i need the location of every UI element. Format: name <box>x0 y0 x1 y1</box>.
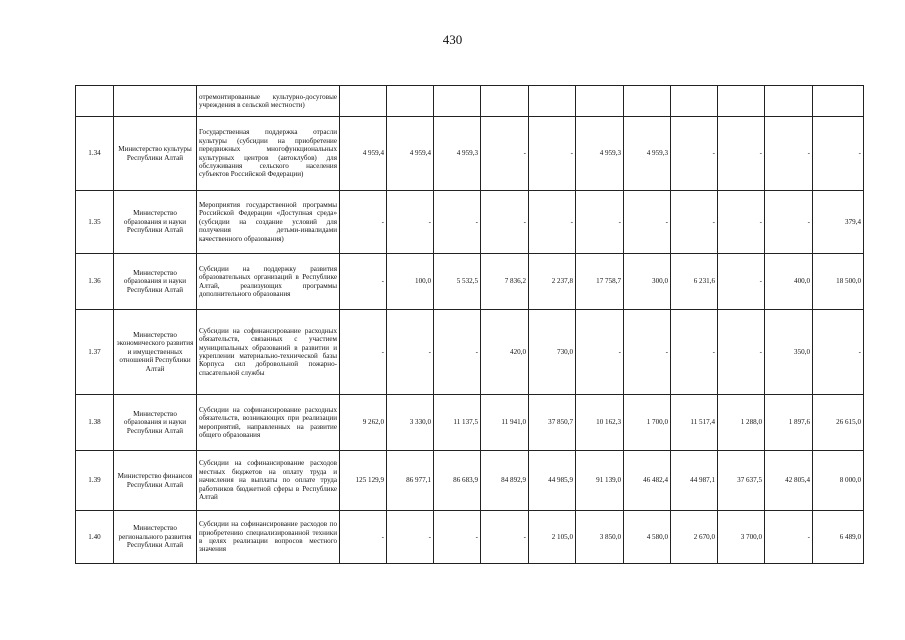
value-cell: 6 231,6 <box>671 254 718 310</box>
table-row <box>76 191 864 254</box>
row-number: 1.34 <box>76 117 114 191</box>
value-cell: 125 129,9 <box>340 451 387 511</box>
description-cell: отремонтированные культурно-досуговые учреждения в сельской местности) <box>197 86 340 117</box>
value-cell: - <box>718 310 765 395</box>
value-cell: - <box>624 191 671 254</box>
page-number: 430 <box>442 32 463 47</box>
value-cell: - <box>481 511 529 564</box>
row-number: 1.37 <box>76 310 114 395</box>
value-cell <box>765 86 813 117</box>
table-row <box>76 395 864 451</box>
value-cell: 2 670,0 <box>671 511 718 564</box>
value-cell: 17 758,7 <box>576 254 624 310</box>
value-cell: 420,0 <box>481 310 529 395</box>
value-cell: - <box>624 310 671 395</box>
value-cell: - <box>387 511 434 564</box>
row-number: 1.35 <box>76 191 114 254</box>
value-cell <box>387 86 434 117</box>
value-cell: - <box>671 310 718 395</box>
value-cell: 3 330,0 <box>387 395 434 451</box>
value-cell: - <box>434 310 481 395</box>
value-cell <box>340 86 387 117</box>
value-cell <box>576 86 624 117</box>
value-cell: - <box>718 254 765 310</box>
value-cell: 3 850,0 <box>576 511 624 564</box>
value-cell: 4 959,3 <box>624 117 671 191</box>
table-row <box>76 86 864 117</box>
value-cell: - <box>387 191 434 254</box>
value-cell: 86 977,1 <box>387 451 434 511</box>
value-cell: 1 700,0 <box>624 395 671 451</box>
value-cell <box>718 86 765 117</box>
value-cell: 26 615,0 <box>813 395 864 451</box>
table-row <box>76 310 864 395</box>
description-cell: Мероприятия государственной программы Российской Федерации «Доступная среда» (субсидии на создание условий для получения детьми-инвалидами качественного образования) <box>197 191 340 254</box>
value-cell: 350,0 <box>765 310 813 395</box>
value-cell: 37 850,7 <box>529 395 576 451</box>
value-cell: 6 489,0 <box>813 511 864 564</box>
row-number <box>76 86 114 117</box>
value-cell: - <box>434 191 481 254</box>
value-cell: 9 262,0 <box>340 395 387 451</box>
row-number: 1.38 <box>76 395 114 451</box>
value-cell: - <box>340 191 387 254</box>
value-cell: 4 959,3 <box>576 117 624 191</box>
value-cell: - <box>340 511 387 564</box>
value-cell: - <box>813 310 864 395</box>
value-cell: - <box>765 511 813 564</box>
executor-cell: Министерство финансов Республики Алтай <box>114 451 197 511</box>
value-cell: 730,0 <box>529 310 576 395</box>
value-cell: 18 500,0 <box>813 254 864 310</box>
value-cell <box>434 86 481 117</box>
value-cell: 11 137,5 <box>434 395 481 451</box>
executor-cell: Министерство образования и науки Республики Алтай <box>114 254 197 310</box>
value-cell <box>624 86 671 117</box>
value-cell: - <box>576 191 624 254</box>
value-cell: - <box>387 310 434 395</box>
value-cell: 7 836,2 <box>481 254 529 310</box>
executor-cell: Министерство культуры Республики Алтай <box>114 117 197 191</box>
value-cell <box>813 86 864 117</box>
value-cell: 4 959,4 <box>387 117 434 191</box>
value-cell: 5 532,5 <box>434 254 481 310</box>
value-cell: 42 805,4 <box>765 451 813 511</box>
description-cell: Субсидии на софинансирование расходов местных бюджетов на оплату труда и начисления на выплаты по оплате труда работников бюджетной сферы в Республике Алтай <box>197 451 340 511</box>
executor-cell: Министерство образования и науки Республики Алтай <box>114 191 197 254</box>
value-cell <box>481 86 529 117</box>
value-cell: - <box>765 191 813 254</box>
value-cell: - <box>529 117 576 191</box>
value-cell: - <box>340 310 387 395</box>
value-cell: 11 941,0 <box>481 395 529 451</box>
budget-table <box>75 85 864 564</box>
value-cell: - <box>671 117 718 191</box>
value-cell: 37 637,5 <box>718 451 765 511</box>
value-cell: - <box>718 117 765 191</box>
value-cell: - <box>718 191 765 254</box>
description-cell: Субсидии на софинансирование расходных обязательств, возникающих при реализации мероприятий, направленных на развитие общего образования <box>197 395 340 451</box>
value-cell: - <box>434 511 481 564</box>
value-cell: - <box>813 117 864 191</box>
description-cell: Субсидии на софинансирование расходных обязательств, связанных с участием муниципальных образований в развитии и укреплении материально-технической базы Корпуса сил добровольной пожарно-спасательной службы <box>197 310 340 395</box>
executor-cell: Министерство экономического развития и имущественных отношений Республики Алтай <box>114 310 197 395</box>
table-row <box>76 511 864 564</box>
table-row <box>76 117 864 191</box>
value-cell: 1 288,0 <box>718 395 765 451</box>
table-row <box>76 254 864 310</box>
value-cell: 91 139,0 <box>576 451 624 511</box>
value-cell: - <box>481 191 529 254</box>
value-cell: - <box>671 191 718 254</box>
executor-cell <box>114 86 197 117</box>
executor-cell: Министерство образования и науки Республики Алтай <box>114 395 197 451</box>
value-cell: 3 700,0 <box>718 511 765 564</box>
value-cell: - <box>340 254 387 310</box>
value-cell: 4 959,3 <box>434 117 481 191</box>
value-cell: 1 897,6 <box>765 395 813 451</box>
value-cell: - <box>765 117 813 191</box>
value-cell: 46 482,4 <box>624 451 671 511</box>
row-number: 1.36 <box>76 254 114 310</box>
value-cell: 300,0 <box>624 254 671 310</box>
value-cell: - <box>576 310 624 395</box>
value-cell: 84 892,9 <box>481 451 529 511</box>
description-cell: Субсидии на софинансирование расходов по приобретению специализированной техники в целях реализации вопросов местного значения <box>197 511 340 564</box>
value-cell: 44 985,9 <box>529 451 576 511</box>
description-cell: Государственная поддержка отрасли культуры (субсидии на приобретение передвижных многофункциональных культурных центров (автоклубов) для обслуживания сельского населения субъектов Российской Федерации) <box>197 117 340 191</box>
value-cell: 86 683,9 <box>434 451 481 511</box>
value-cell: 44 987,1 <box>671 451 718 511</box>
value-cell: 8 000,0 <box>813 451 864 511</box>
value-cell: 4 959,4 <box>340 117 387 191</box>
row-number: 1.39 <box>76 451 114 511</box>
value-cell: 379,4 <box>813 191 864 254</box>
value-cell: 2 105,0 <box>529 511 576 564</box>
value-cell <box>529 86 576 117</box>
executor-cell: Министерство регионального развития Республики Алтай <box>114 511 197 564</box>
value-cell: 10 162,3 <box>576 395 624 451</box>
value-cell: - <box>481 117 529 191</box>
value-cell: 400,0 <box>765 254 813 310</box>
value-cell <box>671 86 718 117</box>
description-cell: Субсидии на поддержку развития образовательных организаций в Республике Алтай, реализующих программы дополнительного образования <box>197 254 340 310</box>
value-cell: - <box>529 191 576 254</box>
value-cell: 11 517,4 <box>671 395 718 451</box>
value-cell: 100,0 <box>387 254 434 310</box>
row-number: 1.40 <box>76 511 114 564</box>
value-cell: 2 237,8 <box>529 254 576 310</box>
table-row <box>76 451 864 511</box>
value-cell: 4 580,0 <box>624 511 671 564</box>
